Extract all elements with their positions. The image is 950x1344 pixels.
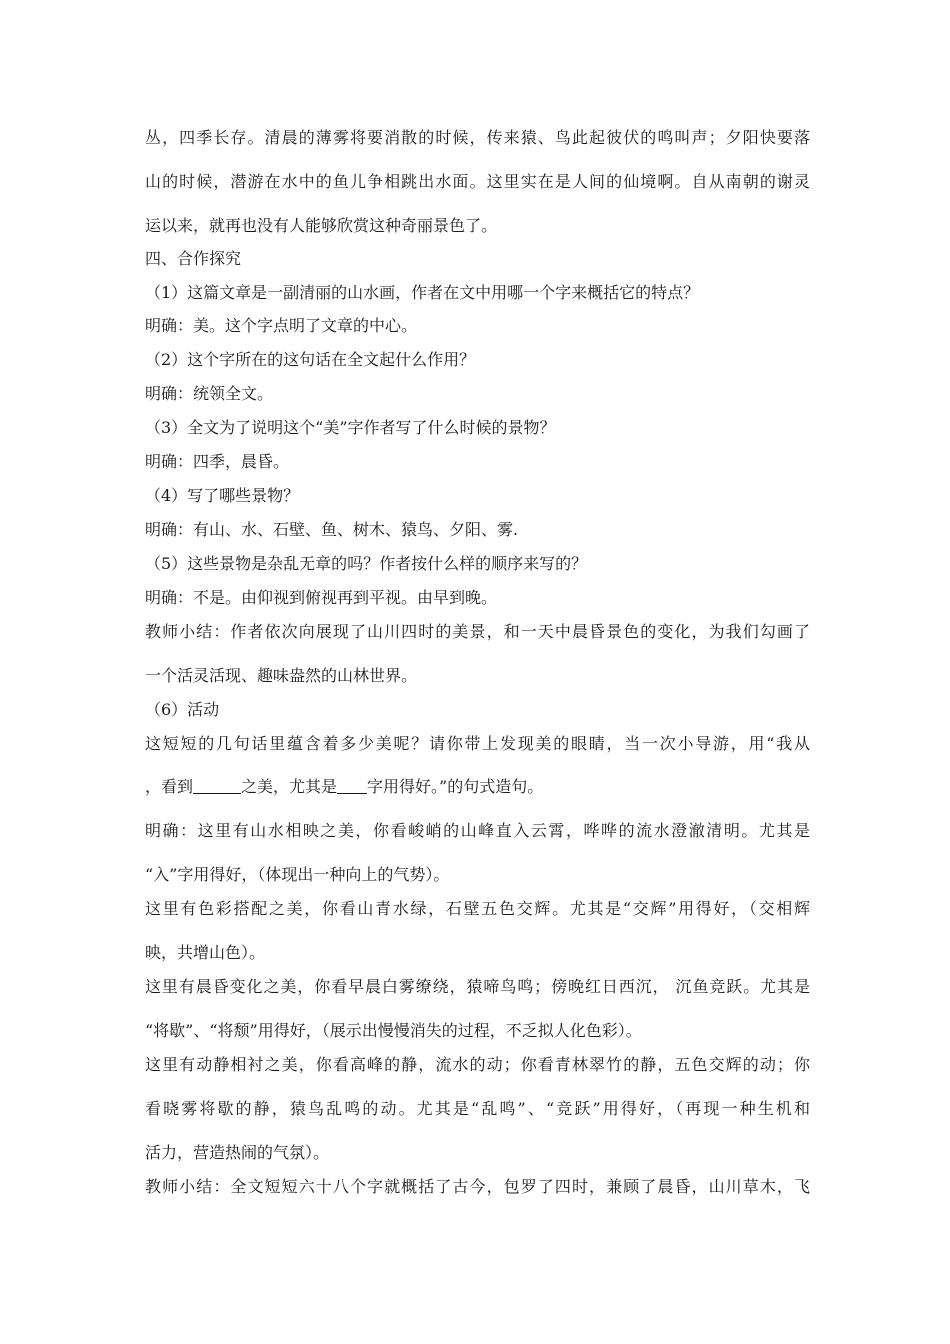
section-heading: 四、合作探究 — [145, 249, 242, 268]
blank-text-part: ，看到 — [145, 777, 194, 796]
paragraph-line: 看晓雾将歇的静，猿鸟乱鸣的动。尤其是“乱鸣”、“竞跃”用得好，（再现一种生机和 — [145, 1099, 810, 1118]
fill-in-blank-line — [145, 777, 810, 797]
paragraph-line: 这里有色彩搭配之美，你看山青水绿，石壁五色交辉。尤其是“交辉”用得好，（交相辉 — [145, 899, 810, 918]
summary-line: 教师小结：全文短短六十八个字就概括了古今，包罗了四时，兼顾了晨昏，山川草木，飞 — [145, 1177, 810, 1196]
question-line: （3）全文为了说明这个“美”字作者写了什么时候的景物？ — [145, 418, 556, 437]
paragraph-line: 运以来，就再也没有人能够欣赏这种奇丽景色了。 — [145, 216, 498, 235]
blank-underline — [193, 777, 241, 794]
paragraph-line: 活力，营造热闹的气氛）。 — [145, 1143, 330, 1162]
paragraph-line: 这短短的几句话里蕴含着多少美呢？请你带上发现美的眼睛，当一次小导游，用“我从 — [145, 734, 810, 753]
question-line: （5）这些景物是杂乱无章的吗？作者按什么样的顺序来写的？ — [145, 554, 588, 573]
answer-line: 明确：这里有山水相映之美，你看峻峭的山峰直入云霄，哗哗的流水澄澈清明。尤其是 — [145, 821, 810, 840]
answer-line: 明确：四季，晨昏。 — [145, 452, 290, 471]
question-line: （4）写了哪些景物？ — [145, 486, 300, 505]
paragraph-line: 映，共增山色）。 — [145, 943, 266, 962]
blank-text-part: 字用得好。”的句式造句。 — [367, 777, 544, 796]
blank-underline — [337, 777, 367, 794]
paragraph-line: 山的时候，潜游在水中的鱼儿争相跳出水面。这里实在是人间的仙境啊。自从南朝的谢灵 — [145, 172, 810, 191]
summary-line: 教师小结：作者依次向展现了山川四时的美景，和一天中晨昏景色的变化，为我们勾画了 — [145, 622, 810, 641]
paragraph-line: 丛，四季长存。清晨的薄雾将要消散的时候，传来猿、鸟此起彼伏的鸣叫声；夕阳快要落 — [145, 128, 810, 147]
answer-line: 明确：有山、水、石壁、鱼、树木、猿鸟、夕阳、雾. — [145, 520, 519, 539]
answer-line: 明确：统领全文。 — [145, 384, 274, 403]
question-line: （1）这篇文章是一副清丽的山水画，作者在文中用哪一个字来概括它的特点？ — [145, 283, 700, 302]
paragraph-line: 这里有晨昏变化之美，你看早晨白雾缭绕，猿啼鸟鸣；傍晚红日西沉， 沉鱼竞跃。尤其是 — [145, 977, 810, 996]
question-line: （2）这个字所在的这句话在全文起什么作用？ — [145, 350, 476, 369]
blank-text-part: 之美，尤其是 — [241, 777, 338, 796]
paragraph-line: “将歇”、“将颓”用得好，（展示出慢慢消失的过程，不乏拟人化色彩）。 — [145, 1021, 642, 1040]
summary-line: 一个活灵活现、趣味盎然的山林世界。 — [145, 666, 418, 685]
paragraph-line: 这里有动静相衬之美，你看高峰的静，流水的动；你看青林翠竹的静，五色交辉的动；你 — [145, 1055, 810, 1074]
question-line: （6）活动 — [145, 700, 220, 719]
answer-line: 明确：美。这个字点明了文章的中心。 — [145, 316, 418, 335]
answer-line: “入”字用得好，（体现出一种向上的气势）。 — [145, 865, 450, 884]
answer-line: 明确：不是。由仰视到俯视再到平视。由早到晚。 — [145, 588, 498, 607]
